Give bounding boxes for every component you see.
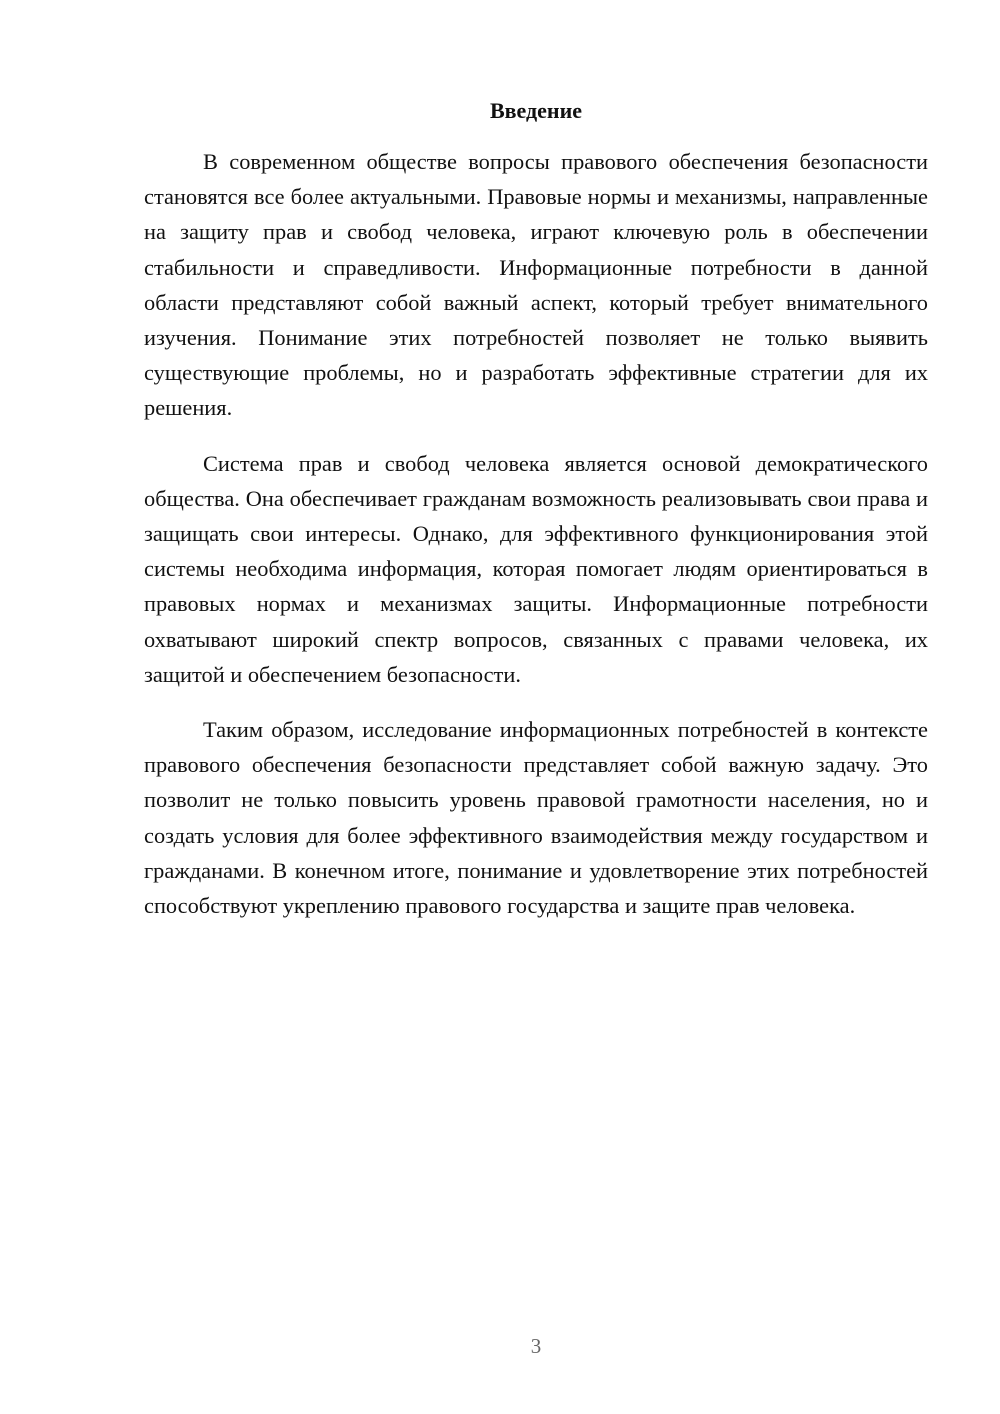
page-title: Введение: [489, 98, 583, 123]
paragraph-1: В современном обществе вопросы правового обеспечения безопасности становятся все более актуальными. Правовые нормы и механизмы, направленные на защиту прав и свобод человека, играют ключевую роль в обеспечении стабильности и справедливости. Информационные потребности в данной области представляют собой важный аспект, который требует внимательного изучения. Понимание этих потребностей позволяет не только выявить существующие проблемы, но и разработать эффективные стратегии для их решения.: [144, 149, 928, 421]
paragraph-3: Таким образом, исследование информационных потребностей в контексте правового обеспечения безопасности представляет собой важную задачу. Это позволит не только повысить уровень правовой грамотности населения, но и создать условия для более эффективного взаимодействия между государством и гражданами. В конечном итоге, понимание и удовлетворение этих потребностей способствуют укреплению правового государства и защите прав человека.: [144, 717, 928, 919]
page-number: 3: [530, 1334, 542, 1358]
paragraph-2: Система прав и свобод человека является основой демократического общества. Она обеспечивает гражданам возможность реализовывать свои права и защищать свои интересы. Однако, для эффективного функционирования этой системы необходима информация, которая помогает людям ориентироваться в правовых нормах и механизмах защиты. Информационные потребности охватывают широкий спектр вопросов, связанных с правами человека, их защитой и обеспечением безопасности.: [144, 450, 928, 687]
body-text: [144, 144, 928, 943]
